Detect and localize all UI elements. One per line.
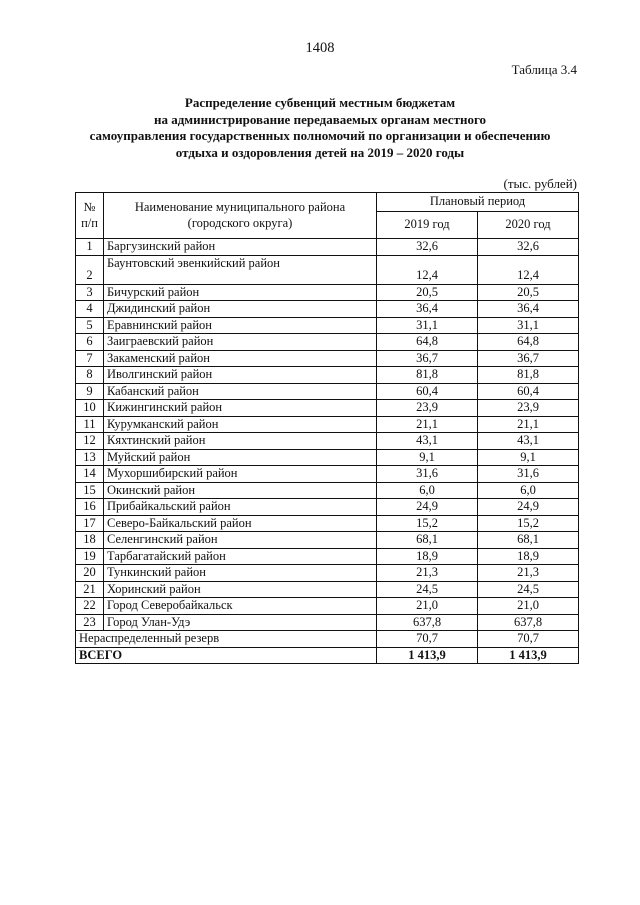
table-header: [76, 193, 579, 239]
row-number: 14: [76, 466, 104, 483]
row-name: Северо-Байкальский район: [104, 515, 377, 532]
row-number: 13: [76, 449, 104, 466]
row-name: Закаменский район: [104, 350, 377, 367]
row-value-2019: 15,2: [377, 515, 478, 532]
row-name: Бичурский район: [104, 284, 377, 301]
total-name: ВСЕГО: [76, 647, 377, 664]
row-value-2020: 24,5: [478, 581, 579, 598]
row-value-2019: 68,1: [377, 532, 478, 549]
row-number: 1: [76, 239, 104, 256]
row-value-2020: 60,4: [478, 383, 579, 400]
table-row: [76, 515, 579, 532]
row-name: Баргузинский район: [104, 239, 377, 256]
table-row: [76, 416, 579, 433]
row-value-2019: 637,8: [377, 614, 478, 631]
row-value-2019: 31,1: [377, 317, 478, 334]
row-number: 11: [76, 416, 104, 433]
title-line: Распределение субвенций местным бюджетам: [184, 95, 456, 110]
row-value-2020: 23,9: [478, 400, 579, 417]
row-number: 9: [76, 383, 104, 400]
row-value-2019: 12,4: [377, 255, 478, 284]
header-name-line1: Наименование муниципального района: [134, 200, 346, 214]
header-number: [76, 193, 104, 239]
row-value-2019: 81,8: [377, 367, 478, 384]
row-value-2019: 20,5: [377, 284, 478, 301]
row-value-2020: 637,8: [478, 614, 579, 631]
row-value-2019: 24,9: [377, 499, 478, 516]
table-row: [76, 255, 579, 284]
total-2020: 1 413,9: [478, 647, 579, 664]
row-value-2020: 36,7: [478, 350, 579, 367]
table-row: [76, 565, 579, 582]
row-name: Прибайкальский район: [104, 499, 377, 516]
document-title: [60, 95, 580, 161]
total-row: [76, 647, 579, 664]
row-value-2020: 32,6: [478, 239, 579, 256]
reserve-name: Нераспределенный резерв: [76, 631, 377, 648]
row-number: 21: [76, 581, 104, 598]
row-value-2020: 21,3: [478, 565, 579, 582]
table-row: [76, 334, 579, 351]
row-value-2020: 31,1: [478, 317, 579, 334]
row-number: 20: [76, 565, 104, 582]
row-value-2020: 36,4: [478, 301, 579, 318]
row-number: 18: [76, 532, 104, 549]
table-body: [76, 239, 579, 664]
row-value-2020: 6,0: [478, 482, 579, 499]
row-number: 3: [76, 284, 104, 301]
table-label: Таблица 3.4: [511, 62, 577, 77]
header-number-line2: п/п: [81, 215, 98, 230]
row-value-2019: 36,4: [377, 301, 478, 318]
table-row: [76, 350, 579, 367]
table-row: [76, 449, 579, 466]
row-value-2019: 9,1: [377, 449, 478, 466]
row-name: Тункинский район: [104, 565, 377, 582]
table-row: [76, 581, 579, 598]
row-name: Иволгинский район: [104, 367, 377, 384]
row-value-2020: 24,9: [478, 499, 579, 516]
row-value-2020: 20,5: [478, 284, 579, 301]
header-number-line1: №: [83, 200, 96, 214]
row-number: 7: [76, 350, 104, 367]
table-row: [76, 317, 579, 334]
row-name: Кабанский район: [104, 383, 377, 400]
table-row: [76, 598, 579, 615]
row-value-2019: 23,9: [377, 400, 478, 417]
row-number: 12: [76, 433, 104, 450]
row-number: 8: [76, 367, 104, 384]
reserve-2019: 70,7: [377, 631, 478, 648]
row-name: Окинский район: [104, 482, 377, 499]
table-row: [76, 466, 579, 483]
row-value-2019: 21,0: [377, 598, 478, 615]
row-value-2020: 43,1: [478, 433, 579, 450]
row-number: 22: [76, 598, 104, 615]
title-line: отдыха и оздоровления детей на 2019 – 2020 годы: [175, 144, 465, 160]
row-value-2019: 18,9: [377, 548, 478, 565]
row-number: 19: [76, 548, 104, 565]
row-number: 2: [76, 255, 104, 284]
row-value-2020: 68,1: [478, 532, 579, 549]
row-value-2020: 81,8: [478, 367, 579, 384]
row-name: Мухоршибирский район: [104, 466, 377, 483]
row-value-2020: 21,0: [478, 598, 579, 615]
row-value-2019: 32,6: [377, 239, 478, 256]
row-value-2019: 60,4: [377, 383, 478, 400]
row-value-2019: 6,0: [377, 482, 478, 499]
row-name: Джидинский район: [104, 301, 377, 318]
row-name: Баунтовский эвенкийский район: [104, 255, 377, 284]
title-line: самоуправления государственных полномочий по организации и обеспечению: [89, 128, 551, 143]
table-row: [76, 383, 579, 400]
row-number: 4: [76, 301, 104, 318]
row-value-2019: 24,5: [377, 581, 478, 598]
header-name-line2: (городского округа): [187, 215, 293, 230]
row-number: 23: [76, 614, 104, 631]
row-name: Кижингинский район: [104, 400, 377, 417]
row-name: Город Северобайкальск: [104, 598, 377, 615]
row-value-2019: 36,7: [377, 350, 478, 367]
row-value-2020: 31,6: [478, 466, 579, 483]
row-name: Курумканский район: [104, 416, 377, 433]
row-name: Город Улан-Удэ: [104, 614, 377, 631]
header-plan-period: Плановый период: [377, 193, 579, 212]
row-name: Хоринский район: [104, 581, 377, 598]
row-value-2020: 12,4: [478, 255, 579, 284]
header-name: [104, 193, 377, 239]
row-name: Селенгинский район: [104, 532, 377, 549]
row-name: Заиграевский район: [104, 334, 377, 351]
subsidy-table: [75, 192, 579, 664]
row-number: 5: [76, 317, 104, 334]
table-row: [76, 301, 579, 318]
row-value-2020: 15,2: [478, 515, 579, 532]
row-value-2019: 31,6: [377, 466, 478, 483]
row-name: Муйский район: [104, 449, 377, 466]
row-value-2020: 9,1: [478, 449, 579, 466]
table-row: [76, 482, 579, 499]
row-number: 17: [76, 515, 104, 532]
row-value-2019: 43,1: [377, 433, 478, 450]
table-row: [76, 433, 579, 450]
units-label: (тыс. рублей): [503, 176, 577, 191]
row-value-2020: 64,8: [478, 334, 579, 351]
row-value-2020: 21,1: [478, 416, 579, 433]
row-number: 10: [76, 400, 104, 417]
header-year-2020: 2020 год: [478, 212, 579, 239]
page-number: 1408: [305, 40, 335, 56]
row-name: Кяхтинский район: [104, 433, 377, 450]
header-year-2019: 2019 год: [377, 212, 478, 239]
table-row: [76, 499, 579, 516]
reserve-2020: 70,7: [478, 631, 579, 648]
table-row: [76, 239, 579, 256]
table-row: [76, 532, 579, 549]
table-row: [76, 548, 579, 565]
row-value-2019: 21,1: [377, 416, 478, 433]
row-name: Тарбагатайский район: [104, 548, 377, 565]
table-row: [76, 367, 579, 384]
row-number: 16: [76, 499, 104, 516]
row-name: Еравнинский район: [104, 317, 377, 334]
table-row: [76, 400, 579, 417]
table-row: [76, 614, 579, 631]
total-2019: 1 413,9: [377, 647, 478, 664]
row-number: 6: [76, 334, 104, 351]
table-row: [76, 284, 579, 301]
row-number: 15: [76, 482, 104, 499]
row-value-2019: 64,8: [377, 334, 478, 351]
title-line: на администрирование передаваемых органам местного: [153, 111, 487, 127]
row-value-2019: 21,3: [377, 565, 478, 582]
reserve-row: [76, 631, 579, 648]
row-value-2020: 18,9: [478, 548, 579, 565]
